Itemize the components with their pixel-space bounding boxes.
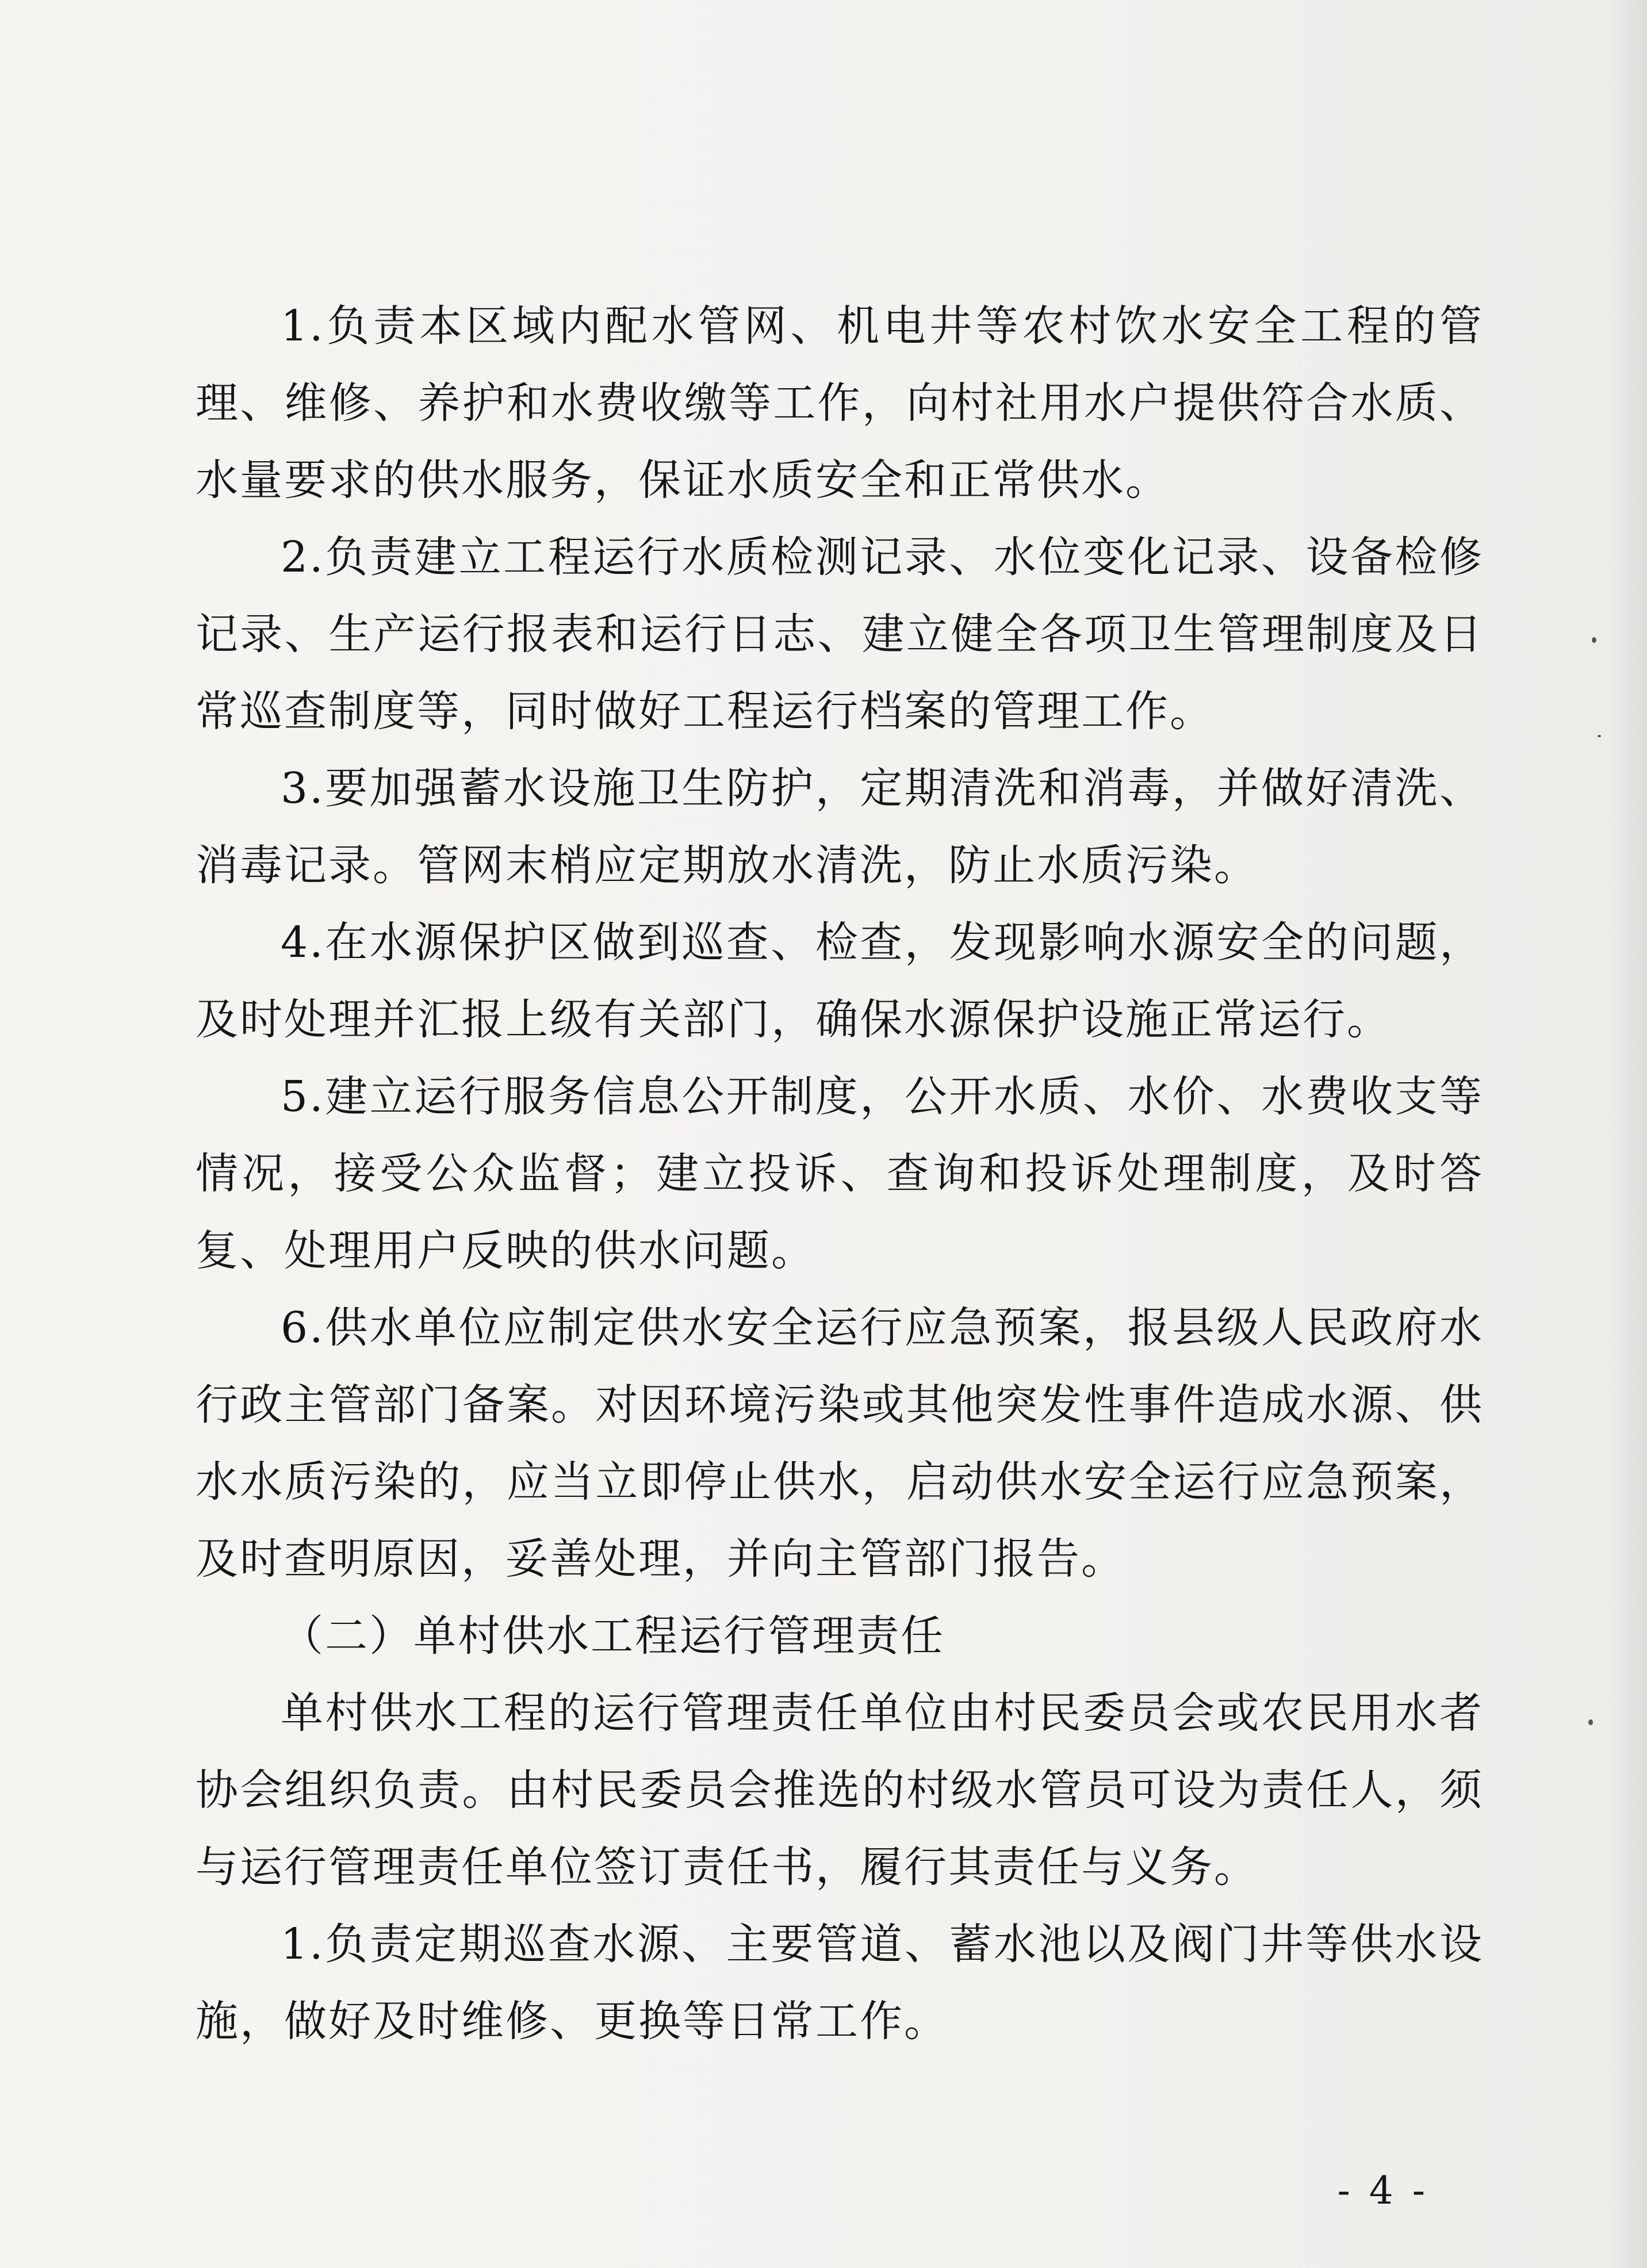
- scan-speck: [1588, 1719, 1593, 1725]
- paragraph-section-duty-1: 1.负责定期巡查水源、主要管道、蓄水池以及阀门井等供水设施，做好及时维修、更换等日常工作。: [196, 1920, 1484, 2046]
- paragraph-duty-4: 4.在水源保护区做到巡查、检查，发现影响水源安全的问题，及时处理并汇报上级有关部门，确保水源保护设施正常运行。: [196, 918, 1484, 1044]
- scan-speck: [1592, 637, 1596, 643]
- paragraph-duty-1: 1.负责本区域内配水管网、机电井等农村饮水安全工程的管理、维修、养护和水费收缴等工作，向村社用水户提供符合水质、水量要求的供水服务，保证水质安全和正常供水。: [196, 301, 1484, 505]
- paragraph-section-intro: 单村供水工程的运行管理责任单位由村民委员会或农民用水者协会组织负责。由村民委员会推选的村级水管员可设为责任人，须与运行管理责任单位签订责任书，履行其责任与义务。: [196, 1688, 1484, 1892]
- document-body: [196, 288, 1484, 2060]
- paragraph-duty-3: 3.要加强蓄水设施卫生防护，定期清洗和消毒，并做好清洗、消毒记录。管网末梢应定期放水清洗，防止水质污染。: [196, 764, 1484, 890]
- paragraph-duty-2: 2.负责建立工程运行水质检测记录、水位变化记录、设备检修记录、生产运行报表和运行日志、建立健全各项卫生管理制度及日常巡查制度等，同时做好工程运行档案的管理工作。: [196, 532, 1484, 736]
- paragraph-duty-5: 5.建立运行服务信息公开制度，公开水质、水价、水费收支等情况，接受公众监督；建立投诉、查询和投诉处理制度，及时答复、处理用户反映的供水问题。: [196, 1072, 1484, 1275]
- page-number: - 4 -: [1337, 2169, 1428, 2213]
- paragraph-duty-6: 6.供水单位应制定供水安全运行应急预案，报县级人民政府水行政主管部门备案。对因环境污染或其他突发性事件造成水源、供水水质污染的，应当立即停止供水，启动供水安全运行应急预案，及时查明原因，妥善处理，并向主管部门报告。: [196, 1303, 1484, 1584]
- scan-speck: [1598, 735, 1601, 737]
- page-edge-shadow: [1612, 0, 1647, 2268]
- section-heading: （二）单村供水工程运行管理责任: [281, 1611, 945, 1661]
